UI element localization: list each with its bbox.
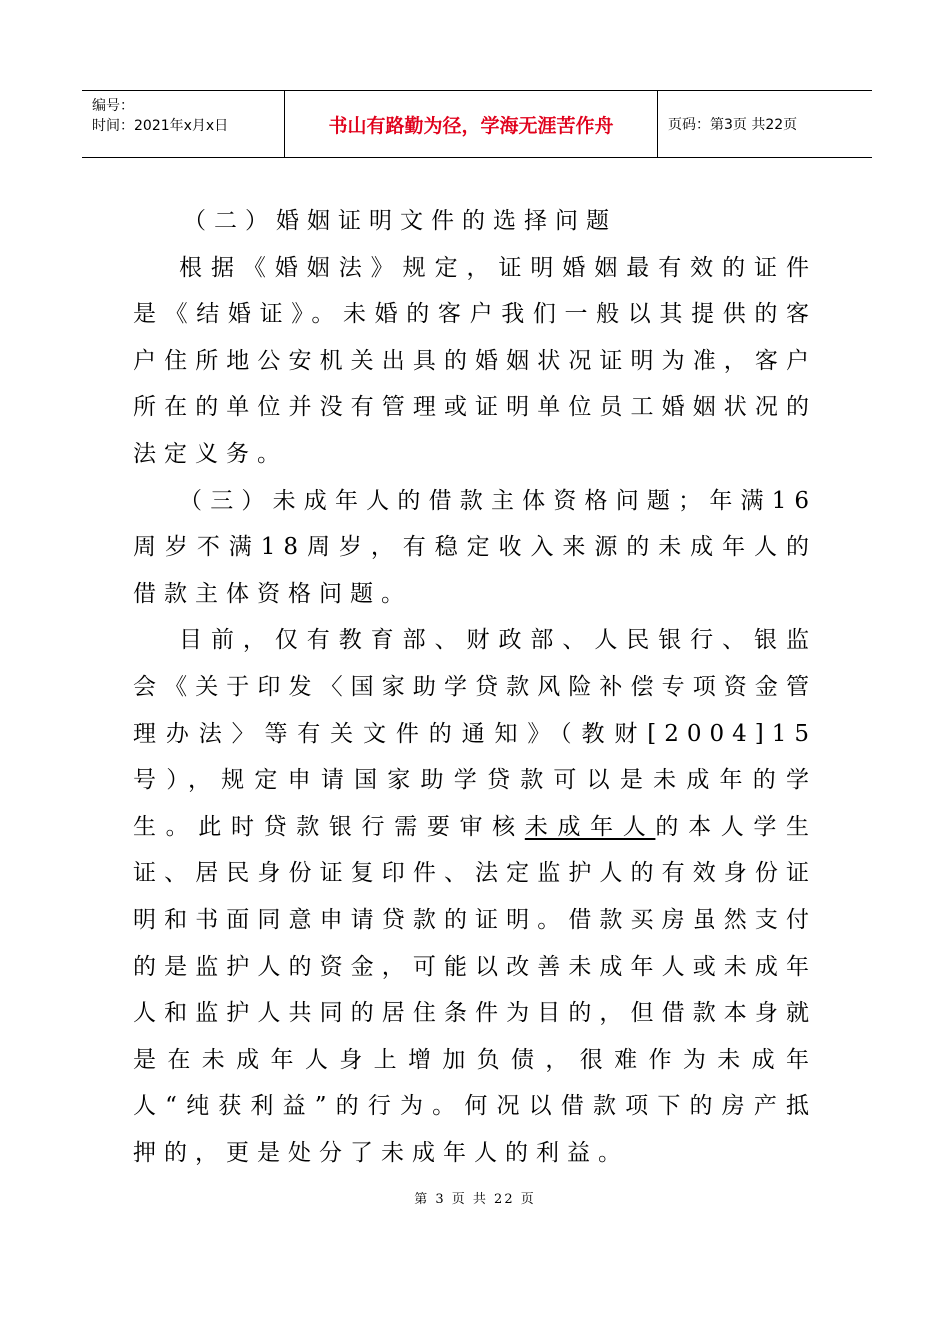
header-page-code: 页码：第3页 共22页 xyxy=(668,117,798,133)
paragraph-minor-loan-part1: 目前，仅有教育部、财政部、人民银行、银监会《关于印发〈国家助学贷款风险补偿专项资金管理办法〉等有关文件的通知》（教财[2004]15号），规定申请国家助学贷款可以是未成年的学生。此时贷款银行需要审核 xyxy=(133,627,817,840)
paragraph-minor-loan xyxy=(133,617,817,1176)
paragraph-minor-loan-part2: 的本人学生证、居民身份证复印件、法定监护人的有效身份证明和书面同意申请贷款的证明。借款买房虽然支付的是监护人的资金，可能以改善未成年人或未成年人和监护人共同的居住条件为目的，但借款本身就是在未成年人身上增加负债，很难作为未成年人“纯获利益”的行为。何况以借款项下的房产抵押的，更是处分了未成年人的利益。 xyxy=(133,813,818,1166)
document-body xyxy=(133,198,817,1176)
header-meta-cell xyxy=(82,91,285,157)
underlined-minor-term: 未成年人 xyxy=(524,813,656,840)
section-heading-3: （三）未成年人的借款主体资格问题；年满16周岁不满18周岁，有稳定收入来源的未成年人的借款主体资格问题。 xyxy=(133,487,817,607)
header-motto: 书山有路勤为径，学海无涯苦作舟 xyxy=(285,91,658,157)
paragraph-marriage-proof: 根据《婚姻法》规定，证明婚姻最有效的证件是《结婚证》。未婚的客户我们一般以其提供的客户住所地公安机关出具的婚姻状况证明为准，客户所在的单位并没有管理或证明单位员工婚姻状况的法定义务。 xyxy=(133,254,817,467)
page-footer: 第 3 页 共 22 页 xyxy=(414,1192,536,1207)
serial-label: 编号： xyxy=(92,98,134,114)
section-heading-2: （二）婚姻证明文件的选择问题 xyxy=(183,208,617,234)
date-label: 时间：2021年x月x日 xyxy=(92,118,229,134)
page-header xyxy=(82,90,872,158)
